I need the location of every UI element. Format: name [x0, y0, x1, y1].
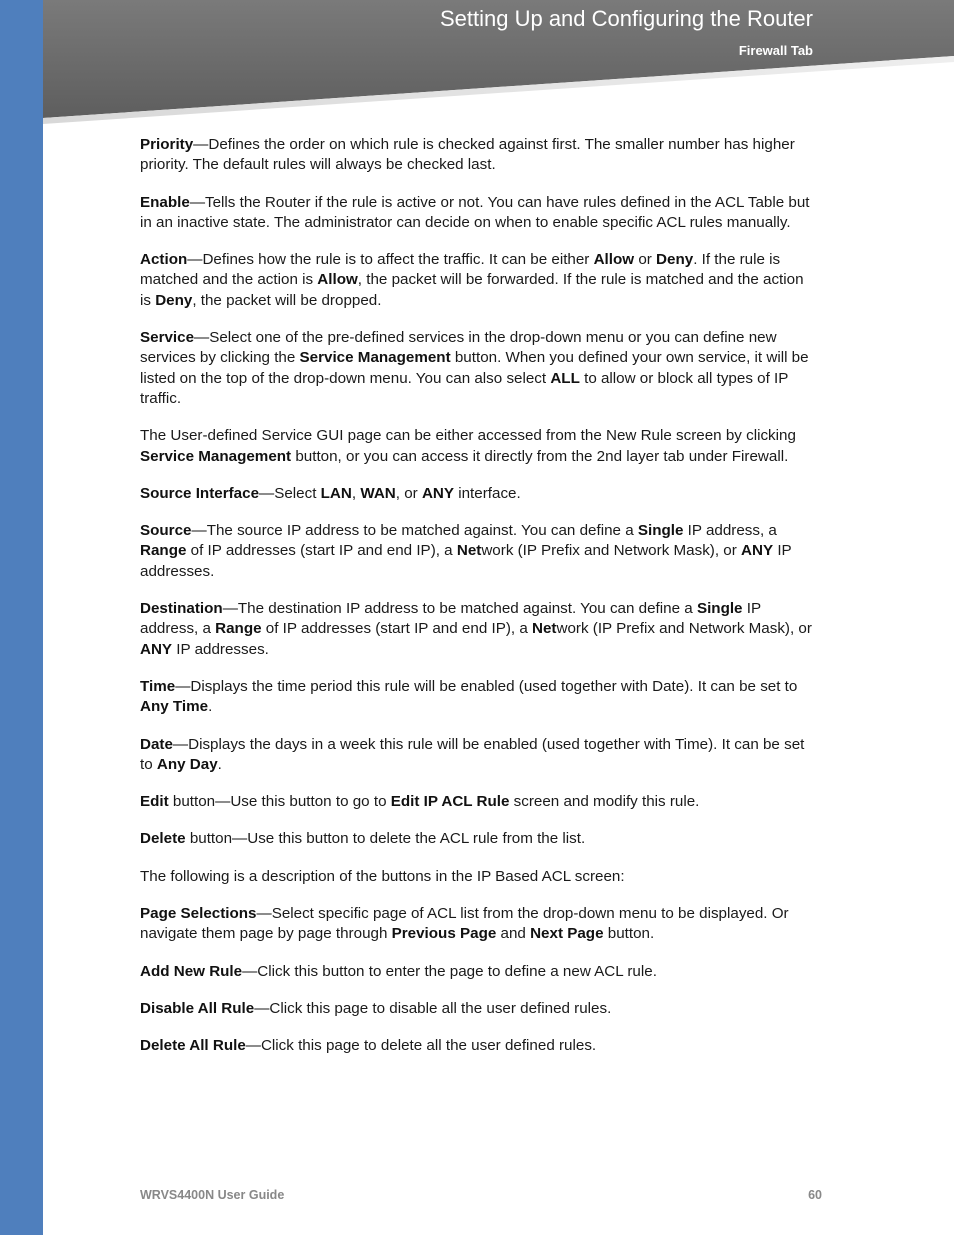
paragraph — [140, 792, 815, 812]
text-run: —Displays the time period this rule will be enabled (used together with Date). It can be set to — [175, 677, 798, 695]
text-run: IP addresses. — [172, 640, 269, 658]
bold-term: Delete All Rule — [140, 1037, 246, 1055]
bold-term: Net — [456, 542, 482, 560]
footer-page-number: 60 — [808, 1188, 822, 1202]
text-run: work (IP Prefix and Network Mask), or — [556, 620, 812, 638]
text-run: The following is a description of the buttons in the IP Based ACL screen: — [140, 867, 625, 885]
bold-term: Priority — [140, 136, 194, 153]
bold-term: Page Selections — [140, 905, 257, 923]
bold-term: Deny — [656, 251, 694, 269]
bold-term: Date — [140, 735, 173, 753]
text-run: screen and modify this rule. — [509, 793, 700, 811]
paragraph — [140, 904, 815, 945]
bold-term: Range — [215, 620, 262, 638]
bold-term: Next Page — [530, 925, 604, 943]
paragraph — [140, 328, 815, 409]
text-run: , or — [395, 484, 422, 502]
text-run: work (IP Prefix and Network Mask), or — [481, 542, 742, 560]
text-run: —Click this button to enter the page to define a new ACL rule. — [242, 962, 657, 980]
text-run: . — [217, 755, 222, 773]
paragraph — [140, 1036, 815, 1056]
bold-term: Time — [140, 677, 176, 695]
paragraph — [140, 677, 815, 718]
bold-term: Edit — [140, 793, 169, 811]
text-run: —The source IP address to be matched against. You can define a — [191, 522, 638, 540]
text-run: —The destination IP address to be matched against. You can define a — [222, 600, 697, 618]
bold-term: ALL — [550, 369, 580, 387]
paragraph — [140, 484, 815, 504]
text-run: button, or you can access it directly from the 2nd layer tab under Firewall. — [291, 447, 789, 465]
text-run: . If the rule is matched and the action is — [140, 251, 781, 289]
bold-term: LAN — [320, 484, 352, 502]
text-run: —Defines the order on which rule is checked against first. The smaller number has higher priority. The default rules will always be checked last. — [140, 136, 795, 174]
bold-term: Service — [140, 329, 195, 347]
paragraph — [140, 135, 815, 176]
bold-term: Enable — [140, 193, 190, 211]
paragraph — [140, 193, 815, 234]
text-run: and — [496, 925, 531, 943]
text-run: IP address, a — [683, 522, 777, 540]
bold-term: Service Management — [140, 447, 292, 465]
page-header — [43, 0, 954, 125]
bold-term: Range — [140, 542, 187, 560]
header-title: Setting Up and Configuring the Router — [439, 6, 813, 31]
bold-term: Net — [532, 620, 557, 638]
text-run: of IP addresses (start IP and end IP), a — [186, 542, 457, 560]
bold-term: Deny — [155, 291, 193, 309]
paragraph — [140, 962, 815, 982]
text-run: , the packet will be dropped. — [192, 291, 382, 309]
text-run: button—Use this button to delete the ACL rule from the list. — [185, 830, 586, 848]
bold-term: Previous Page — [391, 925, 497, 943]
header-section-label: Firewall Tab — [738, 43, 813, 58]
bold-term: Destination — [140, 600, 223, 618]
bold-term: Any Time — [140, 698, 209, 716]
text-run: or — [634, 251, 657, 269]
text-run: —Defines how the rule is to affect the traffic. It can be either — [187, 251, 594, 269]
paragraph — [140, 999, 815, 1019]
paragraph — [140, 599, 815, 660]
paragraph — [140, 867, 815, 887]
text-run: of IP addresses (start IP and end IP), a — [261, 620, 532, 638]
bold-term: ANY — [741, 542, 774, 560]
text-run: , — [351, 484, 361, 502]
text-run: —Displays the days in a week this rule will be enabled (used together with Time). It can be set to — [140, 735, 805, 773]
body-text — [140, 135, 815, 1074]
text-run: —Select specific page of ACL list from the drop-down menu to be displayed. Or navigate them page by page through — [140, 905, 789, 943]
text-run: —Select one of the pre-defined services in the drop-down menu or you can define new services by clicking the — [140, 329, 777, 367]
bold-term: ANY — [140, 640, 173, 658]
text-run: button. — [603, 925, 655, 943]
text-run: IP addresses. — [140, 542, 792, 580]
text-run: . — [208, 698, 213, 716]
bold-term: WAN — [360, 484, 396, 502]
bold-term: Source — [140, 522, 192, 540]
bold-term: Allow — [317, 271, 358, 289]
text-run: to allow or block all types of IP traffic. — [140, 369, 789, 407]
paragraph — [140, 426, 815, 467]
text-run: , the packet will be forwarded. If the rule is matched and the action is — [140, 271, 804, 309]
paragraph — [140, 250, 815, 311]
bold-term: Edit IP ACL Rule — [390, 793, 510, 811]
bold-term: Single — [696, 600, 743, 618]
paragraph — [140, 829, 815, 849]
bold-term: Action — [140, 251, 188, 269]
text-run: —Click this page to disable all the user defined rules. — [254, 999, 612, 1017]
bold-term: Delete — [140, 830, 186, 848]
paragraph — [140, 735, 815, 776]
bold-term: Single — [637, 522, 684, 540]
text-run: button. When you defined your own service, it will be listed on the top of the drop-down menu. You can also select — [140, 349, 809, 387]
text-run: IP address, a — [140, 600, 761, 638]
footer-guide-name: WRVS4400N User Guide — [140, 1188, 285, 1202]
bold-term: Allow — [593, 251, 635, 269]
bold-term: Service Management — [299, 349, 451, 367]
bold-term: Disable All Rule — [140, 999, 255, 1017]
bold-term: Any Day — [156, 755, 218, 773]
text-run: —Click this page to delete all the user defined rules. — [245, 1037, 597, 1055]
paragraph — [140, 521, 815, 582]
bold-term: Source Interface — [140, 484, 260, 502]
text-run: interface. — [454, 484, 521, 502]
text-run: —Select — [259, 484, 321, 502]
text-run: —Tells the Router if the rule is active or not. You can have rules defined in the ACL Table but in an inactive state. The administrator can decide on when to enable specific ACL rules manually. — [140, 193, 810, 231]
bold-term: Add New Rule — [140, 962, 243, 980]
left-accent-bar — [0, 0, 43, 1235]
bold-term: ANY — [421, 484, 455, 502]
text-run: The User-defined Service GUI page can be either accessed from the New Rule screen by clicking — [140, 427, 796, 445]
text-run: button—Use this button to go to — [168, 793, 391, 811]
